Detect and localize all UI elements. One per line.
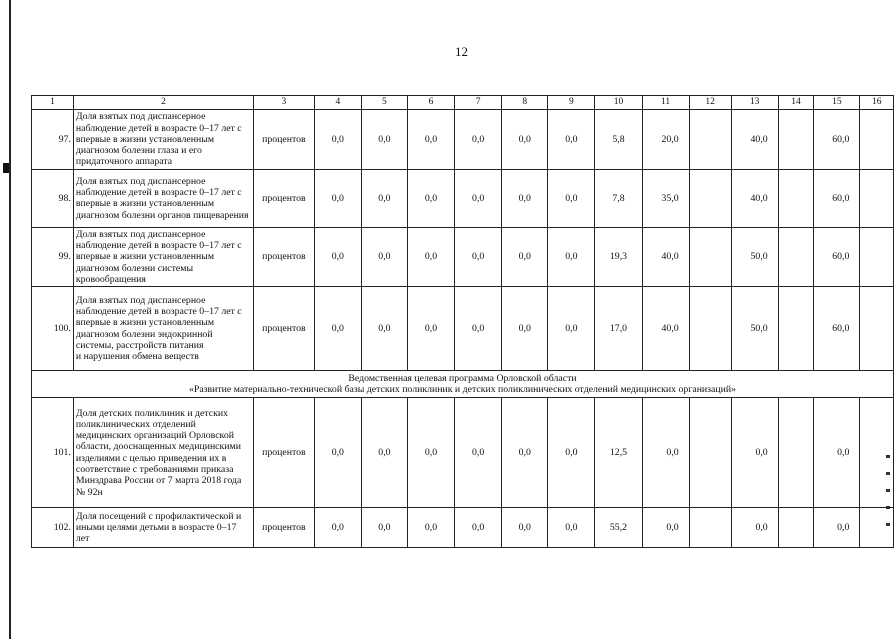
value-cell: 0,0 [361, 287, 407, 371]
value-cell [689, 287, 731, 371]
row-number: 102. [32, 508, 74, 548]
value-cell [860, 169, 894, 227]
value-cell: 60,0 [814, 169, 860, 227]
unit-cell: процентов [254, 398, 315, 508]
column-header: 10 [595, 96, 642, 110]
value-cell [778, 398, 814, 508]
value-cell: 60,0 [814, 110, 860, 169]
row-number: 97. [32, 110, 74, 169]
value-cell: 12,5 [595, 398, 642, 508]
value-cell [778, 508, 814, 548]
value-cell: 0,0 [548, 508, 595, 548]
table-row [32, 287, 894, 371]
value-cell: 0,0 [455, 398, 502, 508]
value-cell: 0,0 [455, 169, 502, 227]
value-cell: 40,0 [731, 169, 778, 227]
value-cell: 20,0 [642, 110, 689, 169]
value-cell: 0,0 [455, 110, 502, 169]
value-cell: 0,0 [361, 508, 407, 548]
column-header: 12 [689, 96, 731, 110]
value-cell: 19,3 [595, 227, 642, 286]
value-cell: 0,0 [642, 398, 689, 508]
value-cell [860, 398, 894, 508]
value-cell: 0,0 [814, 398, 860, 508]
value-cell [778, 169, 814, 227]
header-row [32, 96, 894, 110]
value-cell [778, 287, 814, 371]
column-header: 13 [731, 96, 778, 110]
value-cell: 0,0 [361, 110, 407, 169]
value-cell: 0,0 [314, 169, 361, 227]
value-cell [860, 110, 894, 169]
value-cell: 0,0 [455, 227, 502, 286]
value-cell: 0,0 [361, 169, 407, 227]
value-cell: 0,0 [314, 110, 361, 169]
table-row [32, 508, 894, 548]
value-cell: 17,0 [595, 287, 642, 371]
value-cell: 0,0 [314, 287, 361, 371]
value-cell: 0,0 [502, 287, 548, 371]
program-title [32, 371, 894, 398]
value-cell: 40,0 [731, 110, 778, 169]
value-cell: 0,0 [455, 287, 502, 371]
value-cell: 0,0 [502, 169, 548, 227]
value-cell: 0,0 [548, 287, 595, 371]
value-cell [860, 508, 894, 548]
value-cell: 35,0 [642, 169, 689, 227]
value-cell: 5,8 [595, 110, 642, 169]
page-number: 12 [455, 44, 468, 59]
value-cell: 0,0 [502, 398, 548, 508]
value-cell [689, 169, 731, 227]
value-cell: 0,0 [731, 398, 778, 508]
value-cell: 0,0 [407, 398, 454, 508]
column-header: 6 [407, 96, 454, 110]
value-cell: 0,0 [361, 227, 407, 286]
value-cell [860, 287, 894, 371]
value-cell: 0,0 [455, 508, 502, 548]
value-cell: 60,0 [814, 287, 860, 371]
value-cell [860, 227, 894, 286]
value-cell: 7,8 [595, 169, 642, 227]
column-header: 2 [73, 96, 253, 110]
value-cell: 60,0 [814, 227, 860, 286]
indicator-name: Доля взятых под диспансерное наблюдение детей в возрасте 0–17 лет с впервые в жизни установленным диагнозом болезни системы кровообращения [73, 227, 253, 286]
value-cell: 0,0 [548, 169, 595, 227]
value-cell: 40,0 [642, 287, 689, 371]
value-cell: 0,0 [502, 508, 548, 548]
column-header: 7 [455, 96, 502, 110]
unit-cell: процентов [254, 110, 315, 169]
indicators-table [31, 95, 894, 548]
section-row [32, 371, 894, 398]
value-cell: 0,0 [548, 398, 595, 508]
table-row [32, 169, 894, 227]
column-header: 3 [254, 96, 315, 110]
column-header: 4 [314, 96, 361, 110]
value-cell [689, 110, 731, 169]
value-cell [689, 508, 731, 548]
value-cell: 0,0 [814, 508, 860, 548]
value-cell: 0,0 [548, 227, 595, 286]
value-cell: 0,0 [642, 508, 689, 548]
program-title-line2: «Развитие материально-технической базы детских поликлиник и детских поликлинических отделений медицинских организаций» [188, 384, 737, 396]
column-header: 1 [32, 96, 74, 110]
table-row [32, 398, 894, 508]
table-row [32, 227, 894, 286]
unit-cell: процентов [254, 508, 315, 548]
value-cell [778, 227, 814, 286]
unit-cell: процентов [254, 227, 315, 286]
indicator-name: Доля детских поликлиник и детских поликлинических отделений медицинских организаций Орловской области, дооснащенных медицинскими изделиями с целью приведения их в соответствие с требованиями приказа Минздрава России от 7 марта 2018 года № 92н [73, 398, 253, 508]
value-cell: 0,0 [407, 287, 454, 371]
value-cell: 0,0 [407, 110, 454, 169]
value-cell: 50,0 [731, 287, 778, 371]
program-title-line1: Ведомственная целевая программа Орловской области [348, 372, 577, 384]
value-cell: 55,2 [595, 508, 642, 548]
row-number: 101. [32, 398, 74, 508]
unit-cell: процентов [254, 169, 315, 227]
indicator-name: Доля посещений с профилактической и иными целями детьми в возрасте 0–17 лет [73, 508, 253, 548]
row-number: 98. [32, 169, 74, 227]
column-header: 16 [860, 96, 894, 110]
value-cell: 0,0 [361, 398, 407, 508]
indicator-name: Доля взятых под диспансерное наблюдение детей в возрасте 0–17 лет с впервые в жизни установленным диагнозом болезни эндокринной системы, расстройств питания и нарушения обмена веществ [73, 287, 253, 371]
value-cell: 0,0 [502, 227, 548, 286]
column-header: 5 [361, 96, 407, 110]
indicator-name: Доля взятых под диспансерное наблюдение детей в возрасте 0–17 лет с впервые в жизни установленным диагнозом болезни органов пищеварения [73, 169, 253, 227]
value-cell: 0,0 [731, 508, 778, 548]
column-header: 8 [502, 96, 548, 110]
value-cell: 0,0 [407, 508, 454, 548]
table-row [32, 110, 894, 169]
column-header: 15 [814, 96, 860, 110]
value-cell [689, 398, 731, 508]
value-cell: 0,0 [314, 227, 361, 286]
row-number: 100. [32, 287, 74, 371]
column-header: 9 [548, 96, 595, 110]
row-number: 99. [32, 227, 74, 286]
scan-mark [3, 163, 9, 173]
column-header: 14 [778, 96, 814, 110]
page-edge-line [9, 0, 11, 639]
value-cell: 0,0 [407, 227, 454, 286]
value-cell: 40,0 [642, 227, 689, 286]
indicator-name: Доля взятых под диспансерное наблюдение детей в возрасте 0–17 лет с впервые в жизни установленным диагнозом болезни глаза и его придаточного аппарата [73, 110, 253, 169]
value-cell: 0,0 [407, 169, 454, 227]
value-cell: 0,0 [314, 508, 361, 548]
value-cell: 50,0 [731, 227, 778, 286]
value-cell: 0,0 [502, 110, 548, 169]
column-header: 11 [642, 96, 689, 110]
value-cell: 0,0 [314, 398, 361, 508]
value-cell [689, 227, 731, 286]
unit-cell: процентов [254, 287, 315, 371]
value-cell: 0,0 [548, 110, 595, 169]
value-cell [778, 110, 814, 169]
